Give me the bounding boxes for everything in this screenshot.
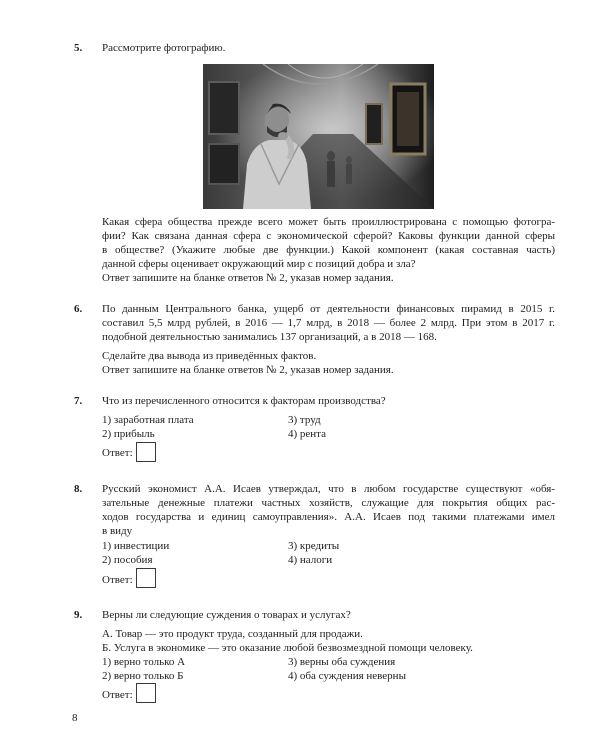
question-8-option: 3) кредиты <box>288 540 340 552</box>
question-8-text-line: Русский экономист А.А. Исаев утверждал, что в любом государстве существуют «обя- <box>102 483 555 495</box>
question-9-statement-a: А. Товар — это продукт труда, созданный для продажи. <box>102 628 363 640</box>
question-9-option: 4) оба суждения неверны <box>288 670 406 682</box>
museum-photo <box>203 64 434 209</box>
question-7-question: Что из перечисленного относится к факторам производства? <box>102 395 386 407</box>
question-5-number: 5. <box>74 42 83 54</box>
question-7-option: 1) заработная плата <box>102 414 194 426</box>
question-5-prompt: Рассмотрите фотографию. <box>102 42 226 54</box>
question-9-option: 2) верно только Б <box>102 670 184 682</box>
question-5-text-line: фии? Как связана данная сфера с экономической сферой? Каковы функции данной сферы <box>102 230 555 242</box>
question-6-text-line: составил 5,5 млрд рублей, в 2016 — 1,7 млрд, в 2018 — более 2 млрд. При этом в 2017 г. <box>102 317 555 329</box>
question-8-number: 8. <box>74 483 83 495</box>
question-9-option: 3) верны оба суждения <box>288 656 396 668</box>
question-6-text-line: подобной деятельностью занимались 137 организаций, а в 2018 — 168. <box>102 331 437 343</box>
question-6-task: Сделайте два вывода из приведённых фактов. <box>102 350 317 362</box>
question-9-question: Верны ли следующие суждения о товарах и услугах? <box>102 609 351 621</box>
question-8-option: 4) налоги <box>288 554 333 566</box>
question-9-number: 9. <box>74 609 83 621</box>
question-6-text-line: По данным Центрального банка, ущерб от деятельности финансовых пирамид в 2015 г. <box>102 303 555 315</box>
question-9-answer-label: Ответ: <box>102 689 133 701</box>
question-7-answer-label: Ответ: <box>102 447 133 459</box>
question-8-option: 2) пособия <box>102 554 153 566</box>
question-6-number: 6. <box>74 303 83 315</box>
question-7-number: 7. <box>74 395 83 407</box>
question-9-statement-b: Б. Услуга в экономике — это оказание любой безвозмездной помощи человеку. <box>102 642 473 654</box>
question-8-answer-box[interactable] <box>136 568 156 588</box>
question-7-answer-box[interactable] <box>136 442 156 462</box>
question-5-text-line: в обществе? (Укажите любые две функции.) Какой компонент (какая составная часть) <box>102 244 555 256</box>
question-8-text-line: в виду <box>102 525 133 537</box>
page-number: 8 <box>72 712 78 724</box>
question-5-instruction: Ответ запишите на бланке ответов № 2, указав номер задания. <box>102 272 394 284</box>
question-9-option: 1) верно только А <box>102 656 186 668</box>
question-7-option: 3) труд <box>288 414 321 426</box>
question-8-answer-label: Ответ: <box>102 574 133 586</box>
question-6-instruction: Ответ запишите на бланке ответов № 2, указав номер задания. <box>102 364 394 376</box>
question-9-answer-box[interactable] <box>136 683 156 703</box>
question-8-text-line: зательные денежные платежи частных хозяйств, служащие для покрытия общих рас- <box>102 497 555 509</box>
photo-man-in-gallery <box>203 64 434 209</box>
question-5-text-line: данной сферы оценивает окружающий мир с позиций добра и зла? <box>102 258 416 270</box>
question-5-text-line: Какая сфера общества прежде всего может быть проиллюстрирована с помощью фотогра- <box>102 216 555 228</box>
question-8-option: 1) инвестиции <box>102 540 170 552</box>
question-7-option: 2) прибыль <box>102 428 155 440</box>
question-8-text-line: ходов государства и единиц самоуправления». А.А. Исаев под такими платежами имел <box>102 511 555 523</box>
question-7-option: 4) рента <box>288 428 327 440</box>
